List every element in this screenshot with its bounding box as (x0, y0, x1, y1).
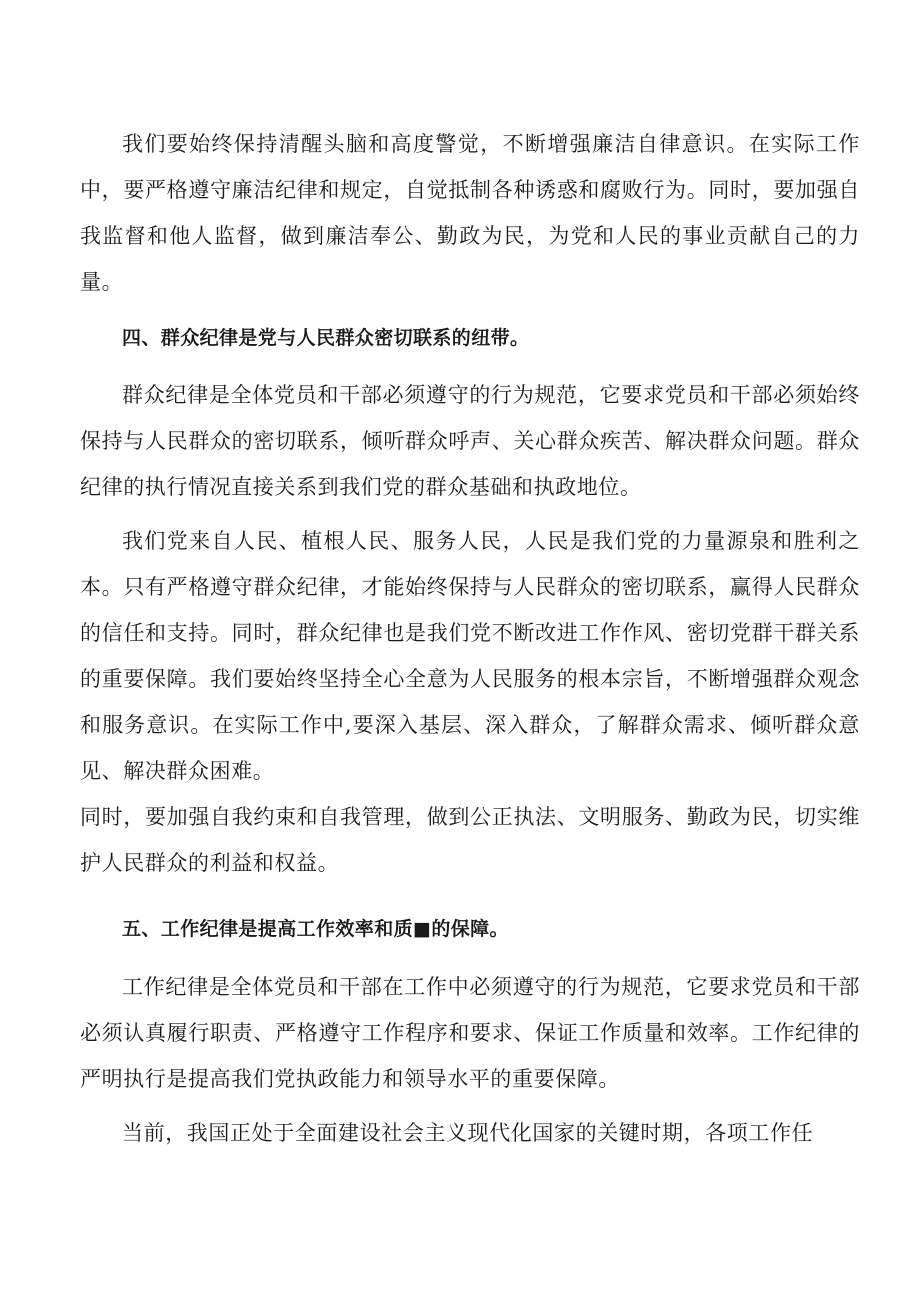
paragraph-integrity-practice: 我们要始终保持清醒头脑和高度警觉，不断增强廉洁自律意识。在实际工作中，要严格遵守廉洁纪律和规定，自觉抵制各种诱惑和腐败行为。同时，要加强自我监督和他人监督，做到廉洁奉公、勤政为民，为党和人民的事业贡献自己的力量。 (80, 132, 860, 294)
paragraph-work-discipline-definition: 工作纪律是全体党员和干部在工作中必须遵守的行为规范，它要求党员和干部必须认真履行职责、严格遵守工作程序和要求、保证工作质量和效率。工作纪律的严明执行是提高我们党执政能力和领导水平的重要保障。 (80, 975, 860, 1091)
paragraph-current-period: 当前，我国正处于全面建设社会主义现代化国家的关键时期，各项工作任 (122, 1121, 814, 1145)
paragraph-self-discipline: 同时，要加强自我约束和自我管理，做到公正执法、文明服务、勤政为民，切实维护人民群众的利益和权益。 (80, 805, 860, 875)
section-heading-work-discipline: 五、工作纪律是提高工作效率和质■的保障。 (122, 918, 509, 940)
paragraph-party-and-people: 我们党来自人民、植根人民、服务人民，人民是我们党的力量源泉和胜利之本。只有严格遵守群众纪律，才能始终保持与人民群众的密切联系，赢得人民群众的信任和支持。同时，群众纪律也是我们党不断改进工作作风、密切党群干群关系的重要保障。我们要始终坚持全心全意为人民服务的根本宗旨，不断增强群众观念和服务意识。在实际工作中,要深入基层、深入群众，了解群众需求、倾听群众意见、解决群众困难。 (80, 529, 860, 783)
paragraph-mass-discipline-definition: 群众纪律是全体党员和干部必须遵守的行为规范，它要求党员和干部必须始终保持与人民群众的密切联系，倾听群众呼声、关心群众疾苦、解决群众问题。群众纪律的执行情况直接关系到我们党的群众基础和执政地位。 (80, 383, 860, 499)
section-heading-mass-discipline: 四、群众纪律是党与人民群众密切联系的纽带。 (122, 327, 530, 349)
